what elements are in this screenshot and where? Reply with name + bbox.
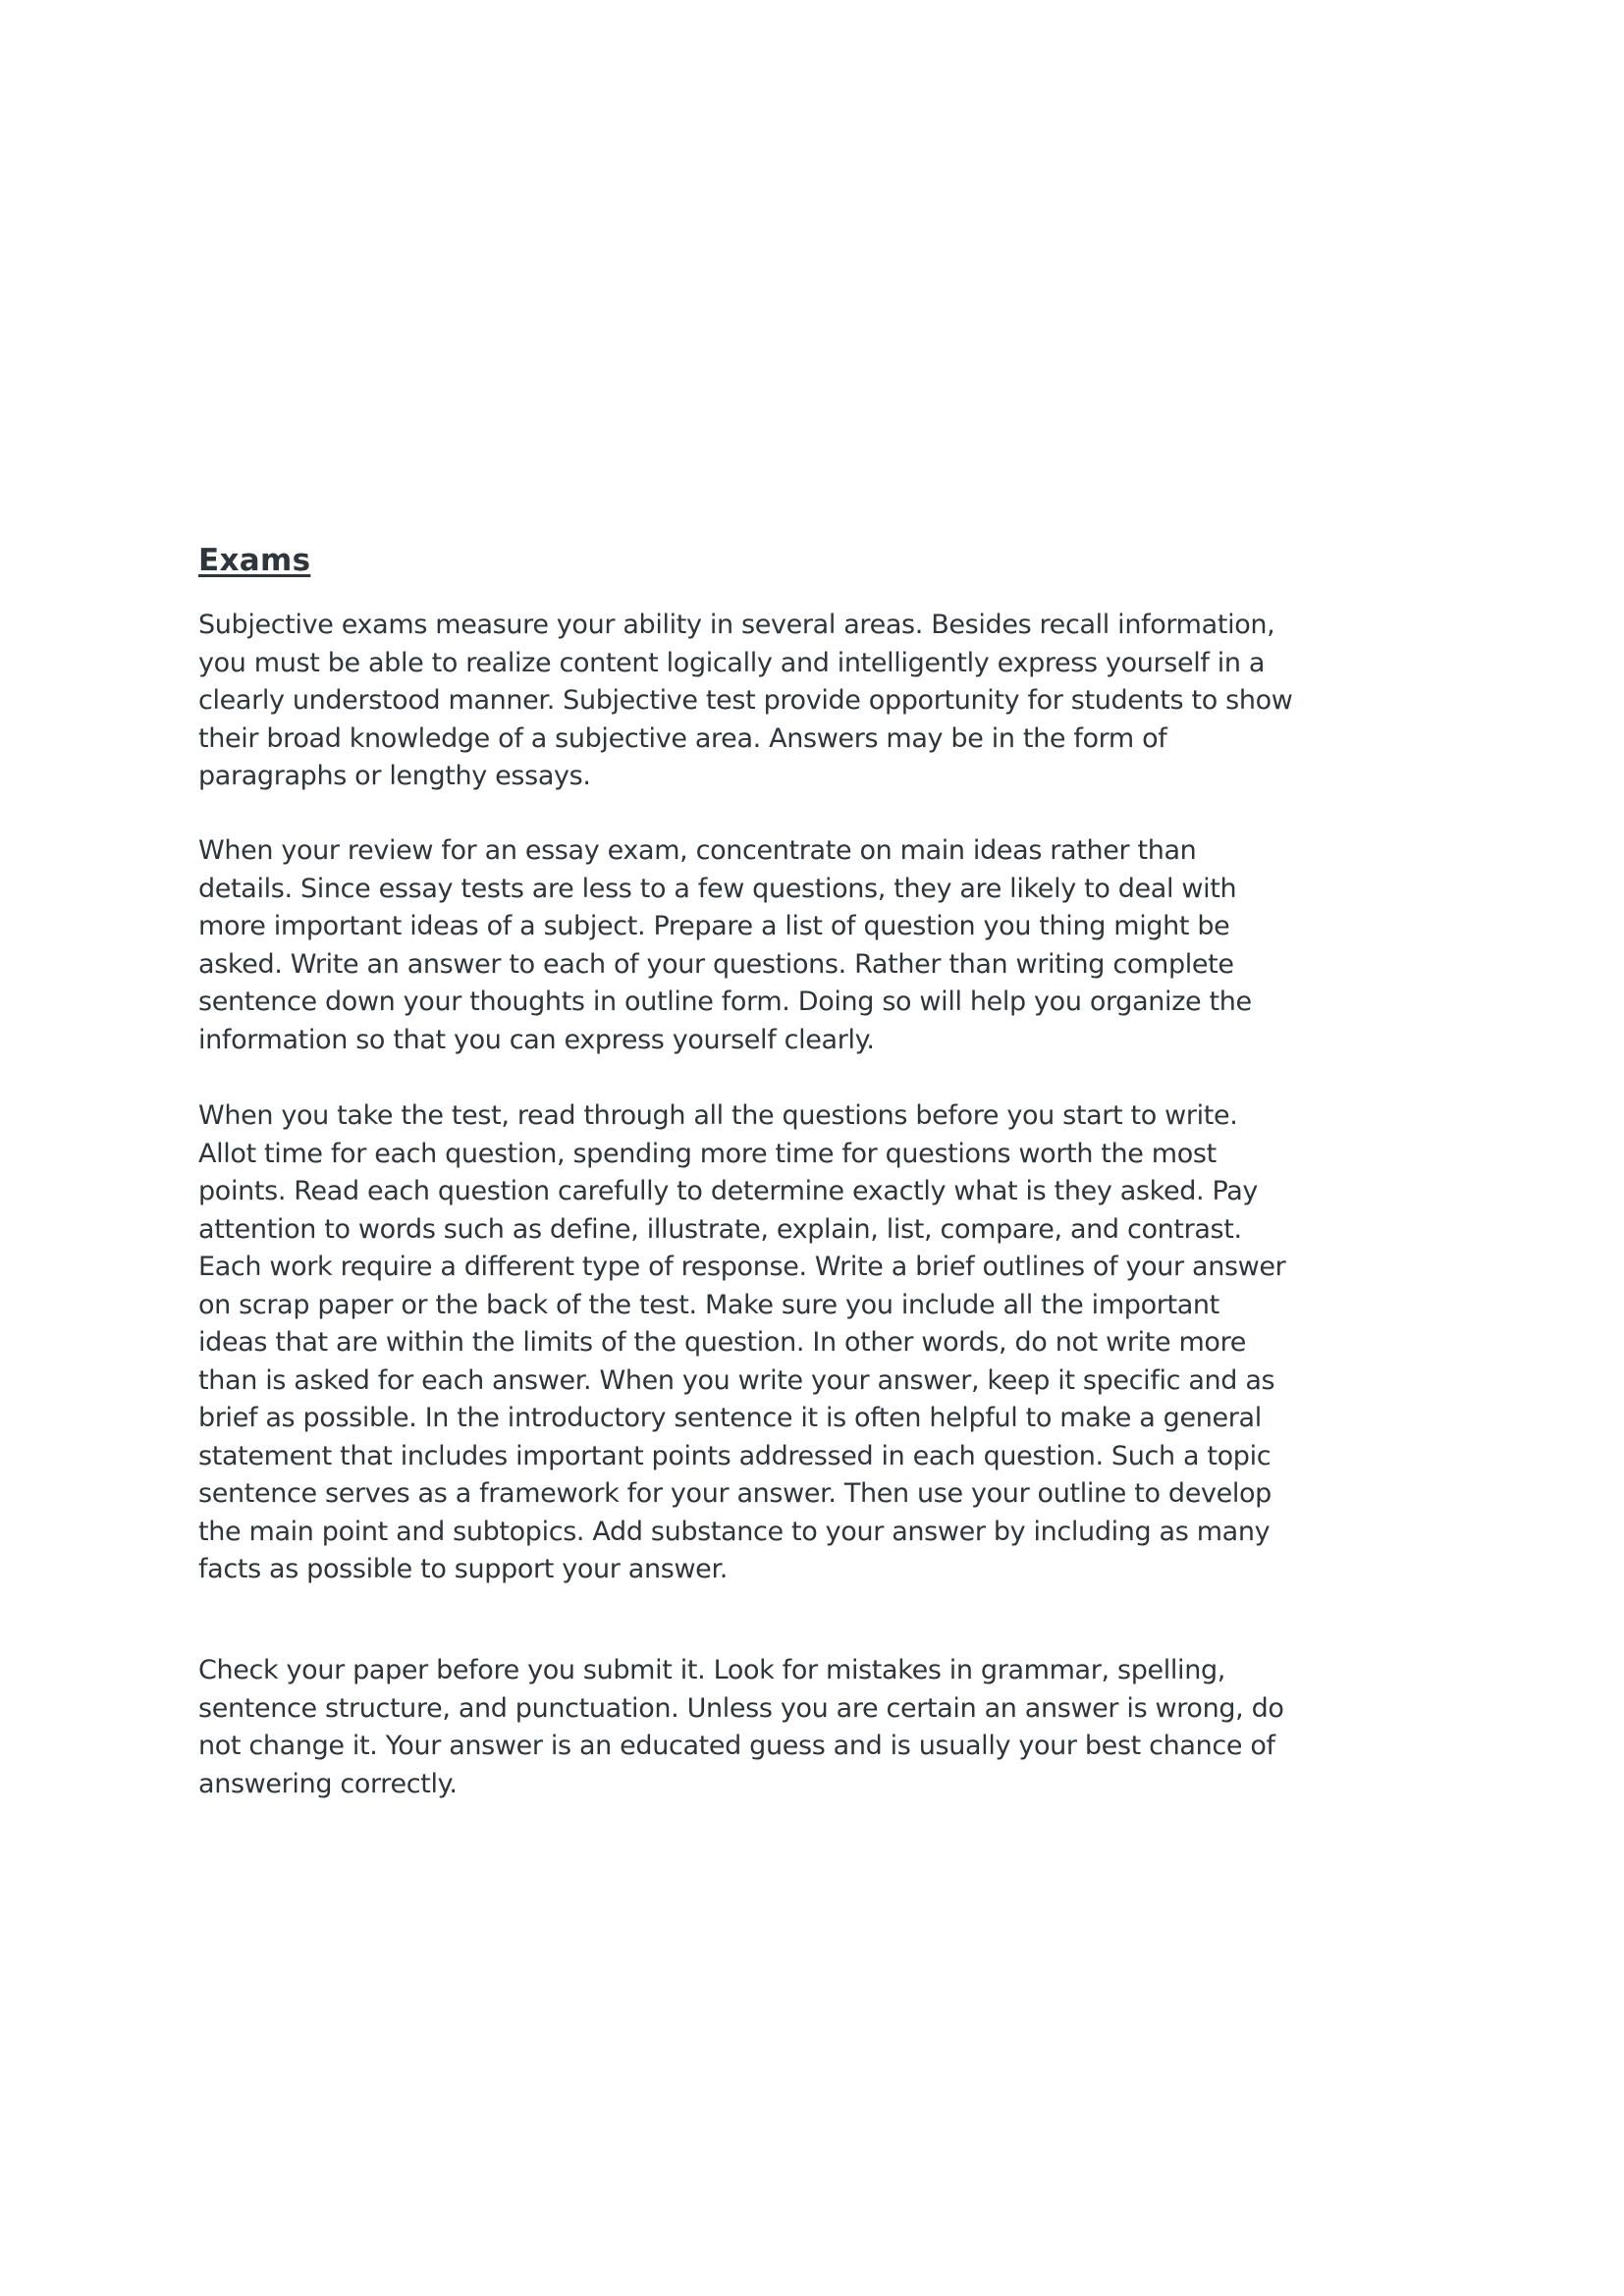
text-line: than is asked for each answer. When you write your answer, keep it specific and as — [198, 1364, 1275, 1396]
text-line: attention to words such as define, illustrate, explain, list, compare, and contrast. — [198, 1213, 1242, 1245]
paragraph-2 — [198, 832, 1252, 1059]
text-line: Subjective exams measure your ability in several areas. Besides recall information, — [198, 610, 1275, 640]
text-line: sentence structure, and punctuation. Unless you are certain an answer is wrong, do — [198, 1692, 1284, 1724]
text-line: Each work require a different type of response. Write a brief outlines of your answer — [198, 1252, 1286, 1282]
paragraph-3 — [198, 1097, 1285, 1589]
text-line: clearly understood manner. Subjective test provide opportunity for students to show — [198, 685, 1293, 716]
text-line: not change it. Your answer is an educated guess and is usually your best chance of — [198, 1731, 1275, 1761]
page-title: Exams — [198, 543, 311, 578]
text-line: sentence down your thoughts in outline form. Doing so will help you organize the — [198, 987, 1252, 1017]
text-line: you must be able to realize content logically and intelligently express yourself in a — [198, 647, 1266, 678]
text-line: the main point and subtopics. Add substance to your answer by including as many — [198, 1516, 1271, 1547]
paragraph-1 — [198, 607, 1293, 796]
text-line: information so that you can express yourself clearly. — [198, 1024, 875, 1055]
text-line: on scrap paper or the back of the test. Make sure you include all the important — [198, 1289, 1219, 1320]
text-line: more important ideas of a subject. Prepare a list of question you thing might be — [198, 911, 1230, 941]
text-line: points. Read each question carefully to determine exactly what is they asked. Pay — [198, 1176, 1259, 1206]
text-line: brief as possible. In the introductory sentence it is often helpful to make a general — [198, 1403, 1262, 1433]
text-line: statement that includes important points addressed in each question. Such a topic — [198, 1440, 1272, 1471]
text-line: details. Since essay tests are less to a few questions, they are likely to deal with — [198, 873, 1237, 904]
text-line: Allot time for each question, spending more time for questions worth the most — [198, 1138, 1217, 1169]
text-line: Check your paper before you submit it. Look for mistakes in grammar, spelling, — [198, 1655, 1225, 1685]
text-line: facts as possible to support your answer. — [198, 1554, 728, 1584]
text-line: paragraphs or lengthy essays. — [198, 761, 591, 791]
text-line: answering correctly. — [198, 1768, 458, 1799]
text-line: ideas that are within the limits of the question. In other words, do not write more — [198, 1327, 1246, 1358]
paragraph-4 — [198, 1652, 1284, 1803]
text-line: When you take the test, read through all the questions before you start to write. — [198, 1100, 1238, 1131]
text-line: When your review for an essay exam, concentrate on main ideas rather than — [198, 835, 1197, 866]
text-line: sentence serves as a framework for your answer. Then use your outline to develop — [198, 1478, 1272, 1509]
text-line: their broad knowledge of a subjective area. Answers may be in the form of — [198, 722, 1167, 754]
text-line: asked. Write an answer to each of your questions. Rather than writing complete — [198, 948, 1234, 980]
